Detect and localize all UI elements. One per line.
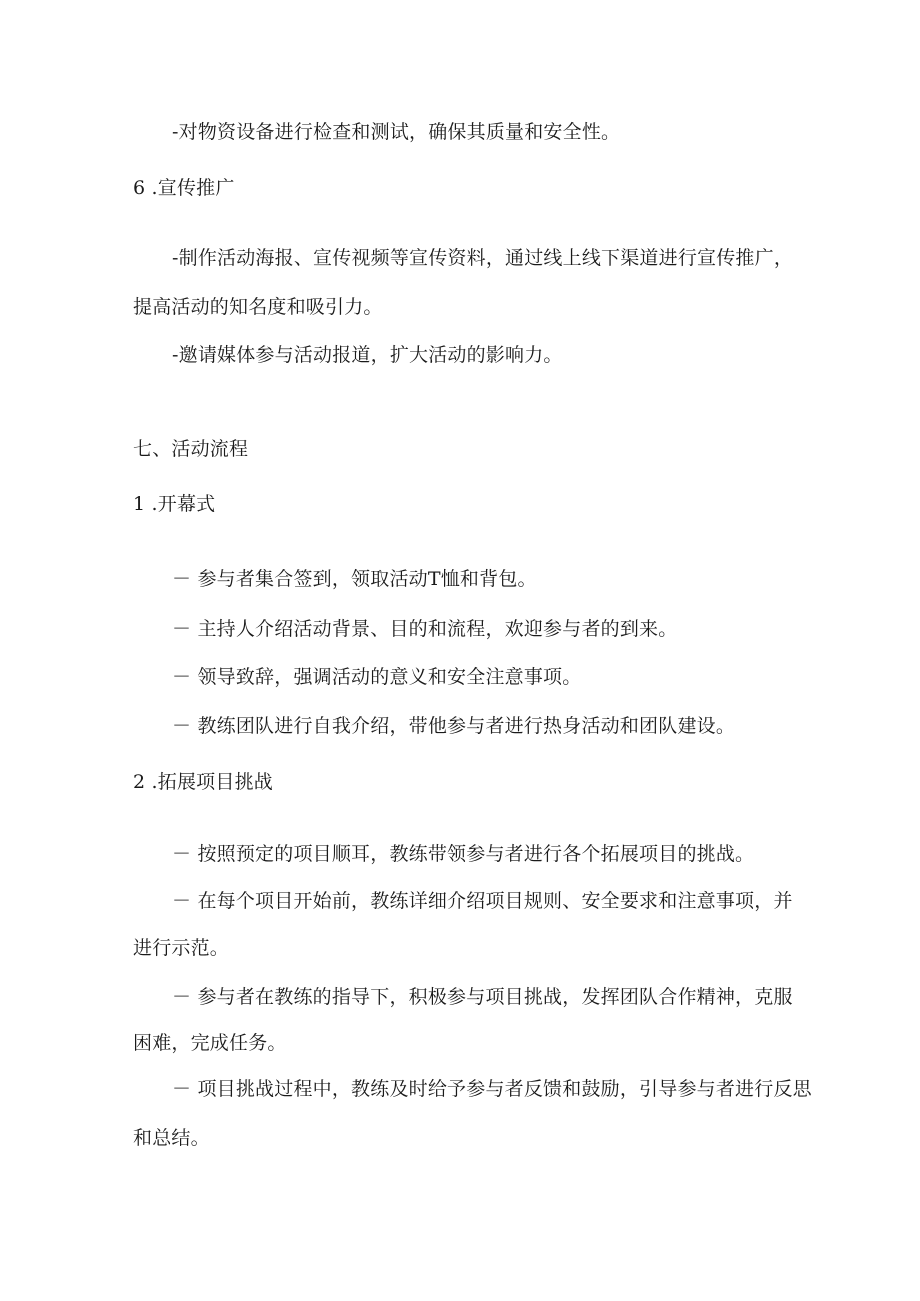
paragraph-7-2-b-line2: 进行示范。 bbox=[133, 937, 230, 959]
heading-7-1-opening: 1 .开幕式 bbox=[133, 493, 216, 515]
paragraph-7-2-c-line1: － 参与者在教练的指导下，积极参与项目挑战，发挥团队合作精神，克服 bbox=[172, 986, 793, 1008]
paragraph-6b: -邀请媒体参与活动报道，扩大活动的影响力。 bbox=[172, 344, 563, 366]
paragraph-7-1-a: － 参与者集合签到，领取活动T恤和背包。 bbox=[172, 568, 537, 590]
section-7-title: 七、活动流程 bbox=[133, 438, 249, 460]
paragraph-7-2-d-line2: 和总结。 bbox=[133, 1127, 210, 1149]
paragraph-7-2-c-line2: 困难，完成任务。 bbox=[133, 1032, 287, 1054]
paragraph-6a-line1: -制作活动海报、宣传视频等宣传资料，通过线上线下渠道进行宣传推广， bbox=[172, 247, 794, 269]
heading-7-2-challenge: 2 .拓展项目挑战 bbox=[133, 771, 273, 793]
paragraph-7-2-a: － 按照预定的项目顺耳，教练带领参与者进行各个拓展项目的挑战。 bbox=[172, 843, 755, 865]
paragraph-7-2-b-line1: － 在每个项目开始前，教练详细介绍项目规则、安全要求和注意事项，并 bbox=[172, 890, 793, 912]
heading-6-promotion: 6 .宣传推广 bbox=[133, 177, 235, 199]
paragraph-7-1-b: － 主持人介绍活动背景、目的和流程，欢迎参与者的到来。 bbox=[172, 618, 678, 640]
paragraph-6a-line2: 提高活动的知名度和吸引力。 bbox=[133, 296, 383, 318]
paragraph-prev-item: -对物资设备进行检查和测试，确保其质量和安全性。 bbox=[172, 121, 621, 143]
paragraph-7-1-c: － 领导致辞，强调活动的意义和安全注意事项。 bbox=[172, 666, 582, 688]
paragraph-7-1-d: － 教练团队进行自我介绍，带他参与者进行热身活动和团队建设。 bbox=[172, 715, 736, 737]
paragraph-7-2-d-line1: － 项目挑战过程中，教练及时给予参与者反馈和鼓励，引导参与者进行反思 bbox=[172, 1078, 812, 1100]
